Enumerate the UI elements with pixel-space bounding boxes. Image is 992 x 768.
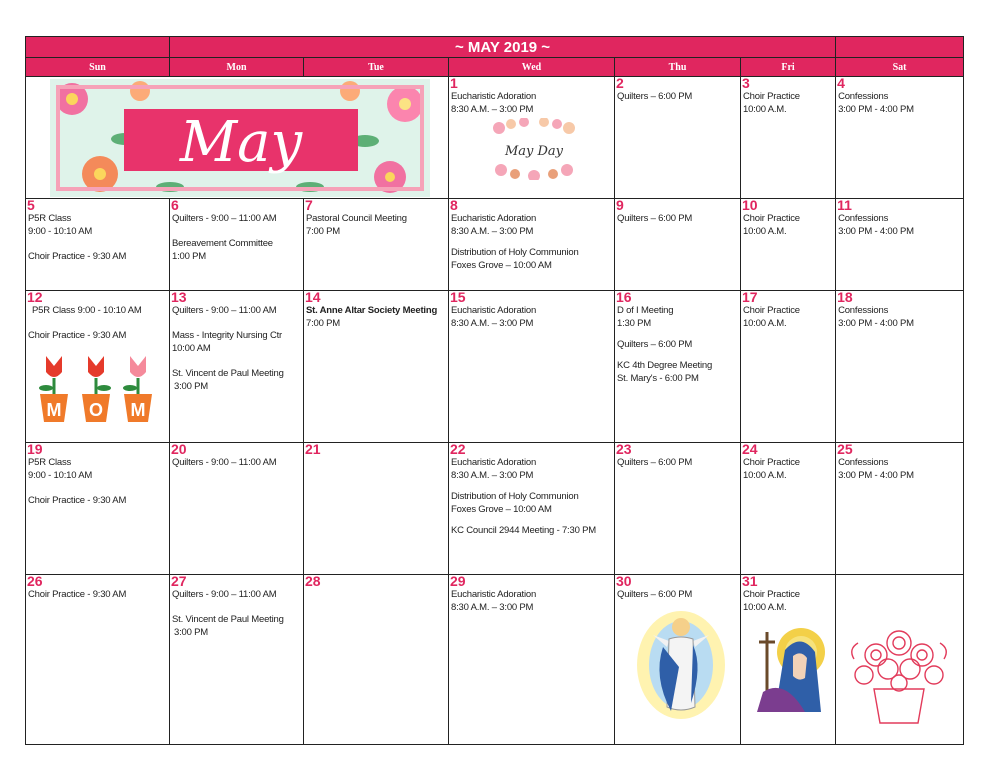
event-time: 3:00 PM - 4:00 PM	[838, 470, 914, 481]
event-time: 10:00 A.M.	[743, 226, 787, 237]
day-header-tue: Tue	[304, 58, 449, 77]
event-time: 3:00 PM - 4:00 PM	[838, 318, 914, 329]
svg-text:O: O	[88, 400, 104, 420]
day-number: 9	[616, 198, 624, 213]
day-cell-23	[615, 443, 741, 575]
day-cell-15	[449, 291, 615, 443]
svg-text:M: M	[46, 400, 62, 420]
day-cell-4	[836, 77, 964, 199]
event-text: Confessions	[838, 457, 889, 468]
event-text: Eucharistic Adoration	[451, 213, 537, 224]
day-number: 28	[305, 574, 321, 589]
event-time: 10:00 A.M.	[743, 470, 787, 481]
mom-tulips-image	[26, 352, 169, 424]
day-number: 16	[616, 290, 632, 305]
event-time: 1:30 PM	[617, 318, 651, 329]
event-time: 10:00 A.M.	[743, 104, 787, 115]
event-text: Choir Practice	[743, 213, 800, 224]
event-text: St. Vincent de Paul Meeting	[172, 368, 284, 379]
day-number: 15	[450, 290, 466, 305]
day-number: 20	[171, 442, 187, 457]
day-cell-11	[836, 199, 964, 291]
day-cell-25	[836, 443, 964, 575]
day-number: 3	[742, 76, 750, 91]
day-number: 12	[27, 290, 43, 305]
event-time: 3:00 PM - 4:00 PM	[838, 104, 914, 115]
event-time: 7:00 PM	[306, 226, 340, 237]
event-text: Choir Practice - 9:30 AM	[28, 330, 127, 341]
event-text: Quilters - 9:00 – 11:00 AM	[172, 589, 277, 600]
event-text: Eucharistic Adoration	[451, 305, 537, 316]
event-text: Quilters – 6:00 PM	[617, 589, 693, 600]
event-text: Quilters – 6:00 PM	[617, 339, 693, 350]
event-time: 10:00 A.M.	[743, 318, 787, 329]
day-cell-empty	[836, 575, 964, 745]
day-number: 7	[305, 198, 313, 213]
day-cell-28	[304, 575, 449, 745]
event-text: Mass - Integrity Nursing Ctr	[172, 330, 283, 341]
day-header-fri: Fri	[741, 58, 836, 77]
event-text: St. Vincent de Paul Meeting	[172, 614, 284, 625]
day-number: 8	[450, 198, 458, 213]
banner-may-text: May	[179, 110, 303, 175]
day-cell-30	[615, 575, 741, 745]
day-number: 31	[742, 574, 758, 589]
svg-text:M: M	[130, 400, 146, 420]
event-time: 9:00 - 10:10 AM	[28, 226, 93, 237]
day-number: 5	[27, 198, 35, 213]
event-text: P5R Class 9:00 - 10:10 AM	[32, 305, 142, 316]
tulip-pot-o	[78, 352, 114, 424]
event-time: 10:00 AM	[172, 343, 211, 354]
tulip-pot-m	[36, 352, 72, 424]
day-cell-13	[170, 291, 304, 443]
day-number: 11	[837, 198, 852, 213]
day-number: 1	[450, 76, 458, 91]
day-number: 10	[742, 198, 758, 213]
event-text: Choir Practice	[743, 589, 800, 600]
event-text: Choir Practice - 9:30 AM	[28, 495, 127, 506]
day-cell-27	[170, 575, 304, 745]
event-text: Eucharistic Adoration	[451, 457, 537, 468]
day-number: 24	[742, 442, 758, 457]
may-floral-banner	[50, 79, 430, 197]
event-text: Quilters – 6:00 PM	[617, 457, 693, 468]
event-text: Distribution of Holy Communion	[451, 247, 579, 258]
tulip-pot-m2	[120, 352, 156, 424]
may-banner-cell	[26, 77, 449, 199]
event-text: KC 4th Degree Meeting	[617, 360, 713, 371]
day-cell-17	[741, 291, 836, 443]
event-text: Quilters - 9:00 – 11:00 AM	[172, 457, 277, 468]
event-text: Bereavement Committee	[172, 238, 273, 249]
event-text: Foxes Grove – 10:00 AM	[451, 260, 552, 271]
event-text: Confessions	[838, 213, 889, 224]
day-cell-6	[170, 199, 304, 291]
day-cell-8	[449, 199, 615, 291]
event-time: 3:00 PM	[174, 627, 208, 638]
event-time: 8:30 A.M. – 3:00 PM	[451, 470, 534, 481]
event-text: P5R Class	[28, 457, 72, 468]
day-cell-31	[741, 575, 836, 745]
event-time: 8:30 A.M. – 3:00 PM	[451, 104, 534, 115]
day-header-sat: Sat	[836, 58, 964, 77]
event-time: 10:00 A.M.	[743, 602, 787, 613]
day-number: 19	[27, 442, 43, 457]
event-text: Choir Practice - 9:30 AM	[28, 251, 127, 262]
day-number: 30	[616, 574, 632, 589]
day-cell-18	[836, 291, 964, 443]
event-text: KC Council 2944 Meeting - 7:30 PM	[451, 525, 596, 536]
event-text: Choir Practice	[743, 91, 800, 102]
svg-text:May Day: May Day	[504, 144, 564, 159]
day-number: 4	[837, 76, 845, 91]
event-text: Distribution of Holy Communion	[451, 491, 579, 502]
event-text: Confessions	[838, 91, 889, 102]
day-cell-20	[170, 443, 304, 575]
event-text: Eucharistic Adoration	[451, 589, 537, 600]
day-cell-19	[26, 443, 170, 575]
day-number: 21	[305, 442, 321, 457]
may-2019-calendar	[25, 36, 963, 745]
day-number: 6	[171, 198, 179, 213]
day-cell-26	[26, 575, 170, 745]
event-text: D of I Meeting	[617, 305, 674, 316]
day-cell-12	[26, 291, 170, 443]
day-number: 2	[616, 76, 624, 91]
day-cell-3	[741, 77, 836, 199]
day-number: 22	[450, 442, 466, 457]
event-text: St. Anne Altar Society Meeting	[306, 305, 438, 316]
day-number: 18	[837, 290, 853, 305]
event-text: Quilters - 9:00 – 11:00 AM	[172, 305, 277, 316]
day-number: 26	[27, 574, 43, 589]
day-cell-10	[741, 199, 836, 291]
day-cell-22	[449, 443, 615, 575]
day-cell-1	[449, 77, 615, 199]
day-header-mon: Mon	[170, 58, 304, 77]
day-cell-29	[449, 575, 615, 745]
mary-illustration	[745, 622, 831, 718]
title-left-spacer	[26, 37, 170, 58]
event-time: 8:30 A.M. – 3:00 PM	[451, 318, 534, 329]
event-text: Choir Practice - 9:30 AM	[28, 589, 127, 600]
event-text: Confessions	[838, 305, 889, 316]
flower-bouquet-illustration	[844, 619, 954, 729]
day-number: 25	[837, 442, 853, 457]
event-text: P5R Class	[28, 213, 72, 224]
day-header-wed: Wed	[449, 58, 615, 77]
event-time: 3:00 PM - 4:00 PM	[838, 226, 914, 237]
day-cell-16	[615, 291, 741, 443]
event-time: 9:00 - 10:10 AM	[28, 470, 93, 481]
day-cell-9	[615, 199, 741, 291]
day-number: 14	[305, 290, 321, 305]
event-time: 3:00 PM	[174, 381, 208, 392]
event-text: Quilters – 6:00 PM	[617, 213, 693, 224]
event-text: Foxes Grove – 10:00 AM	[451, 504, 552, 515]
day-number: 29	[450, 574, 466, 589]
day-cell-7	[304, 199, 449, 291]
calendar-title: ~ MAY 2019 ~	[170, 37, 836, 58]
day-cell-21	[304, 443, 449, 575]
ascension-illustration	[633, 607, 729, 727]
event-text: St. Mary's - 6:00 PM	[617, 373, 699, 384]
day-number: 13	[171, 290, 187, 305]
day-cell-14	[304, 291, 449, 443]
day-number: 23	[616, 442, 632, 457]
event-text: Quilters – 6:00 PM	[617, 91, 693, 102]
event-time: 8:30 A.M. – 3:00 PM	[451, 602, 534, 613]
event-time: 1:00 PM	[172, 251, 206, 262]
day-cell-5	[26, 199, 170, 291]
day-number: 27	[171, 574, 187, 589]
day-header-sun: Sun	[26, 58, 170, 77]
title-right-spacer	[836, 37, 964, 58]
day-cell-2	[615, 77, 741, 199]
event-time: 8:30 A.M. – 3:00 PM	[451, 226, 534, 237]
event-text: Eucharistic Adoration	[451, 91, 537, 102]
may-day-wreath-image	[489, 118, 579, 180]
day-header-thu: Thu	[615, 58, 741, 77]
event-text: Pastoral Council Meeting	[306, 213, 407, 224]
event-text: Choir Practice	[743, 305, 800, 316]
day-number: 17	[742, 290, 758, 305]
event-time: 7:00 PM	[306, 318, 340, 329]
event-text: Choir Practice	[743, 457, 800, 468]
day-cell-24	[741, 443, 836, 575]
event-text: Quilters - 9:00 – 11:00 AM	[172, 213, 277, 224]
